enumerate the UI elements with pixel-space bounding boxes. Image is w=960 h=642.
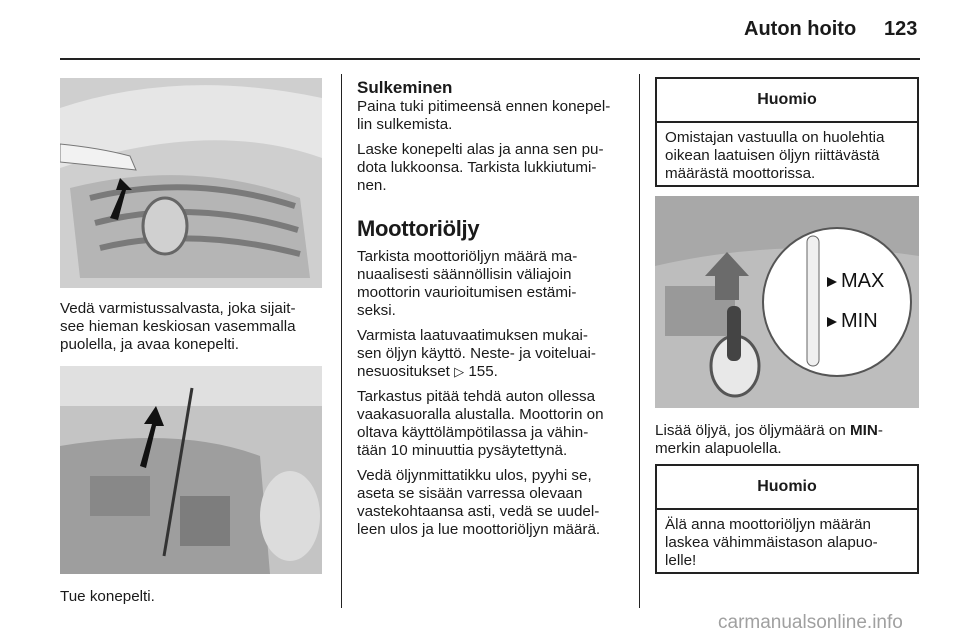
hood-support-photo [60,366,322,574]
notice-body: Älä anna moottoriöljyn määrän laskea vähimmäistason alapuo- lelle! [665,516,878,569]
notice-title: Huomio [657,79,917,123]
dipstick-photo [655,196,919,408]
caption-open-hood: Vedä varmistussalvasta, joka sijait- see hieman keskiosan vasemmalla puolella, ja avaa konepelti. [60,300,296,353]
dipstick-min-label: MIN [841,310,878,332]
paragraph-oil-3: Tarkastus pitää tehdä auton ollessa vaakasuoralla alustalla. Moottorin on oltava käyttölämpötilassa ja vähin- tään 10 minuuttia pysäytettynä. [357,388,604,459]
column-divider-left [341,74,342,608]
paragraph-oil-4: Vedä öljynmittatikku ulos, pyyhi se, aseta se sisään varressa olevaan vastekohtaansa asti, vedä se uudel- leen ulos ja lue moottoriöljyn määrä. [357,467,601,538]
heading-closing: Sulkeminen [357,78,453,97]
page-ref-number[interactable]: 155. [464,363,498,380]
notice-box-1 [655,77,919,187]
caption-add-oil-text: Lisää öljyä, jos öljymäärä on [655,422,851,439]
paragraph-oil-1: Tarkista moottoriöljyn määrä ma- nuaalisesti säännöllisin väliajoin moottorin vaurioitumisen estämi- seksi. [357,248,578,319]
watermark: carmanualsonline.info [718,612,903,633]
chapter-title: Auton hoito [744,18,857,40]
column-divider-right [639,74,640,608]
hood-latch-photo [60,78,322,288]
notice-title: Huomio [657,466,917,510]
notice-box-2 [655,464,919,574]
header-divider [60,58,920,60]
paragraph-closing-1: Paina tuki pitimeensä ennen konepel- lin sulkemista. [357,98,611,133]
caption-add-oil-min: MIN [850,422,878,439]
page-ref-icon: ▷ [454,364,465,379]
page-number: 123 [884,18,918,40]
caption-support-hood: Tue konepelti. [60,588,155,605]
paragraph-closing-2: Laske konepelti alas ja anna sen pu- dota lukkoonsa. Tarkista lukkiutumi- nen. [357,141,604,194]
dipstick-max-label: MAX [841,270,885,292]
heading-engine-oil: Moottoriöljy [357,216,480,241]
caption-add-oil-tail: - merkin alapuolella. [655,422,883,457]
paragraph-oil-2-text: Varmista laatuvaatimuksen mukai- sen öljyn käyttö. Neste- ja voiteluai- nesuositukset [357,327,596,380]
caption-add-oil [655,422,920,458]
paragraph-oil-2 [357,327,632,381]
notice-body: Omistajan vastuulla on huolehtia oikean laatuisen öljyn riittävästä määrästä moottorissa. [665,129,885,182]
